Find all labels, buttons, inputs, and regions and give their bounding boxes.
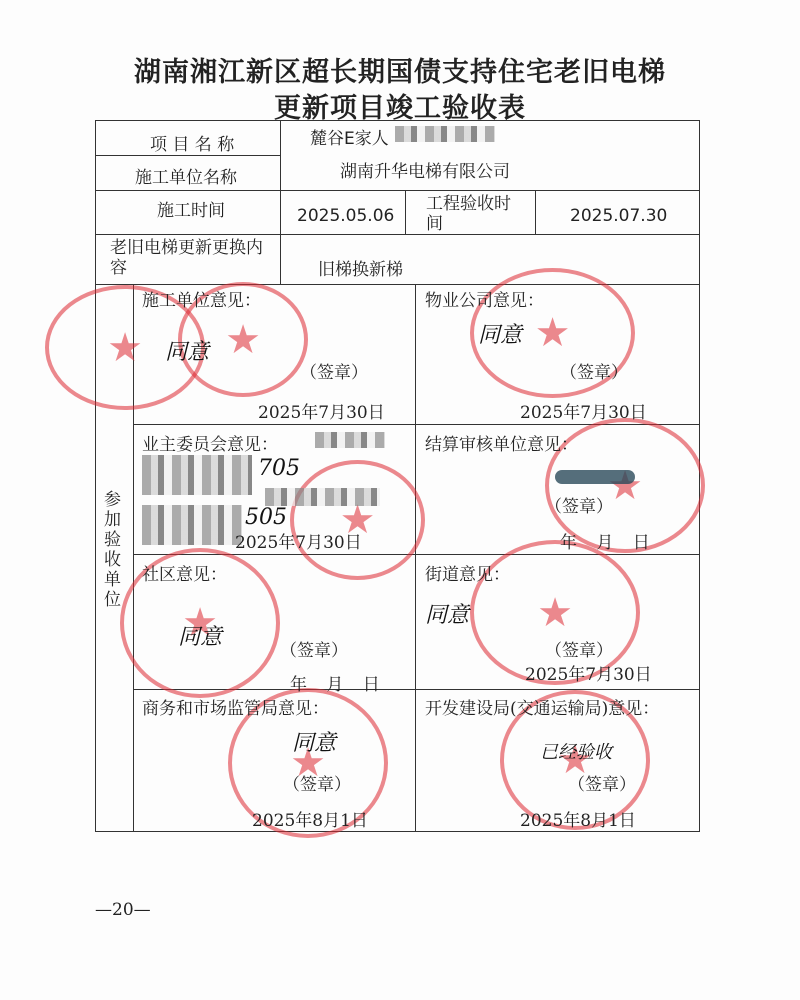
title-line-2: 更新项目竣工验收表 xyxy=(274,93,526,124)
contractor-date: 2025年7月30日 xyxy=(258,403,385,423)
redacted-block xyxy=(395,126,495,142)
content-label: 老旧电梯更新更换内容 xyxy=(110,238,263,278)
participants-label: 参加验收单位 xyxy=(104,490,121,610)
audit-date: 年 月 日 xyxy=(560,533,650,553)
project-name-label: 项 目 名 称 xyxy=(150,135,235,155)
divider xyxy=(95,234,700,235)
street-handwriting: 同意 xyxy=(425,603,470,628)
contractor-label: 施工单位名称 xyxy=(135,168,237,188)
market-bureau-date: 2025年8月1日 xyxy=(252,811,368,831)
community-handwriting: 同意 xyxy=(178,625,223,650)
development-bureau-handwriting: 已经验收 xyxy=(540,742,612,763)
owners-committee-date: 2025年7月30日 xyxy=(235,533,362,553)
street-opinion-label: 街道意见： xyxy=(425,565,510,585)
development-bureau-opinion-label: 开发建设局(交通运输局)意见： xyxy=(425,699,660,719)
contractor-sign: （签章） xyxy=(300,363,368,383)
development-bureau-date: 2025年8月1日 xyxy=(520,811,636,831)
owners-committee-opinion-label: 业主委员会意见： xyxy=(142,435,278,455)
page-number: —20— xyxy=(95,900,151,920)
property-opinion-handwriting: 同意 xyxy=(478,323,523,348)
market-bureau-sign: （签章） xyxy=(283,775,351,795)
community-sign: （签章） xyxy=(280,641,348,661)
redacted-block xyxy=(265,488,380,506)
divider xyxy=(415,284,416,832)
owners-committee-handwriting-2: 505 xyxy=(245,505,287,530)
redacted-block xyxy=(142,505,242,545)
redacted-block xyxy=(315,432,385,448)
construction-time-label: 施工时间 xyxy=(157,201,225,221)
redacted-block xyxy=(142,455,252,495)
title-line-1: 湖南湘江新区超长期国债支持住宅老旧电梯 xyxy=(134,57,666,88)
street-sign: （签章） xyxy=(545,641,613,661)
contractor-opinion-label: 施工单位意见： xyxy=(142,291,261,311)
market-bureau-handwriting: 同意 xyxy=(292,731,337,756)
property-sign: （签章） xyxy=(560,363,628,383)
owners-committee-stamp xyxy=(290,460,425,580)
audit-signature xyxy=(555,470,635,484)
project-name-value: 麓谷E家人 xyxy=(310,129,389,149)
property-opinion-label: 物业公司意见： xyxy=(425,291,544,311)
community-date: 年 月 日 xyxy=(290,675,380,695)
contractor-opinion-handwriting: 同意 xyxy=(165,340,210,365)
property-date: 2025年7月30日 xyxy=(520,403,647,423)
audit-sign: （签章） xyxy=(545,497,613,517)
market-bureau-opinion-label: 商务和市场监管局意见： xyxy=(142,699,329,719)
construction-time-value: 2025.05.06 xyxy=(297,206,395,226)
owners-committee-handwriting: 705 xyxy=(258,456,300,481)
street-date: 2025年7月30日 xyxy=(525,665,652,685)
development-bureau-sign: （签章） xyxy=(568,775,636,795)
divider xyxy=(280,155,281,285)
acceptance-time-label: 工程验收时间 xyxy=(426,194,511,234)
audit-opinion-label: 结算审核单位意见： xyxy=(425,435,578,455)
contractor-value: 湖南升华电梯有限公司 xyxy=(340,162,510,182)
community-opinion-label: 社区意见： xyxy=(142,565,227,585)
acceptance-time-value: 2025.07.30 xyxy=(570,206,668,226)
content-value: 旧梯换新梯 xyxy=(318,260,403,280)
